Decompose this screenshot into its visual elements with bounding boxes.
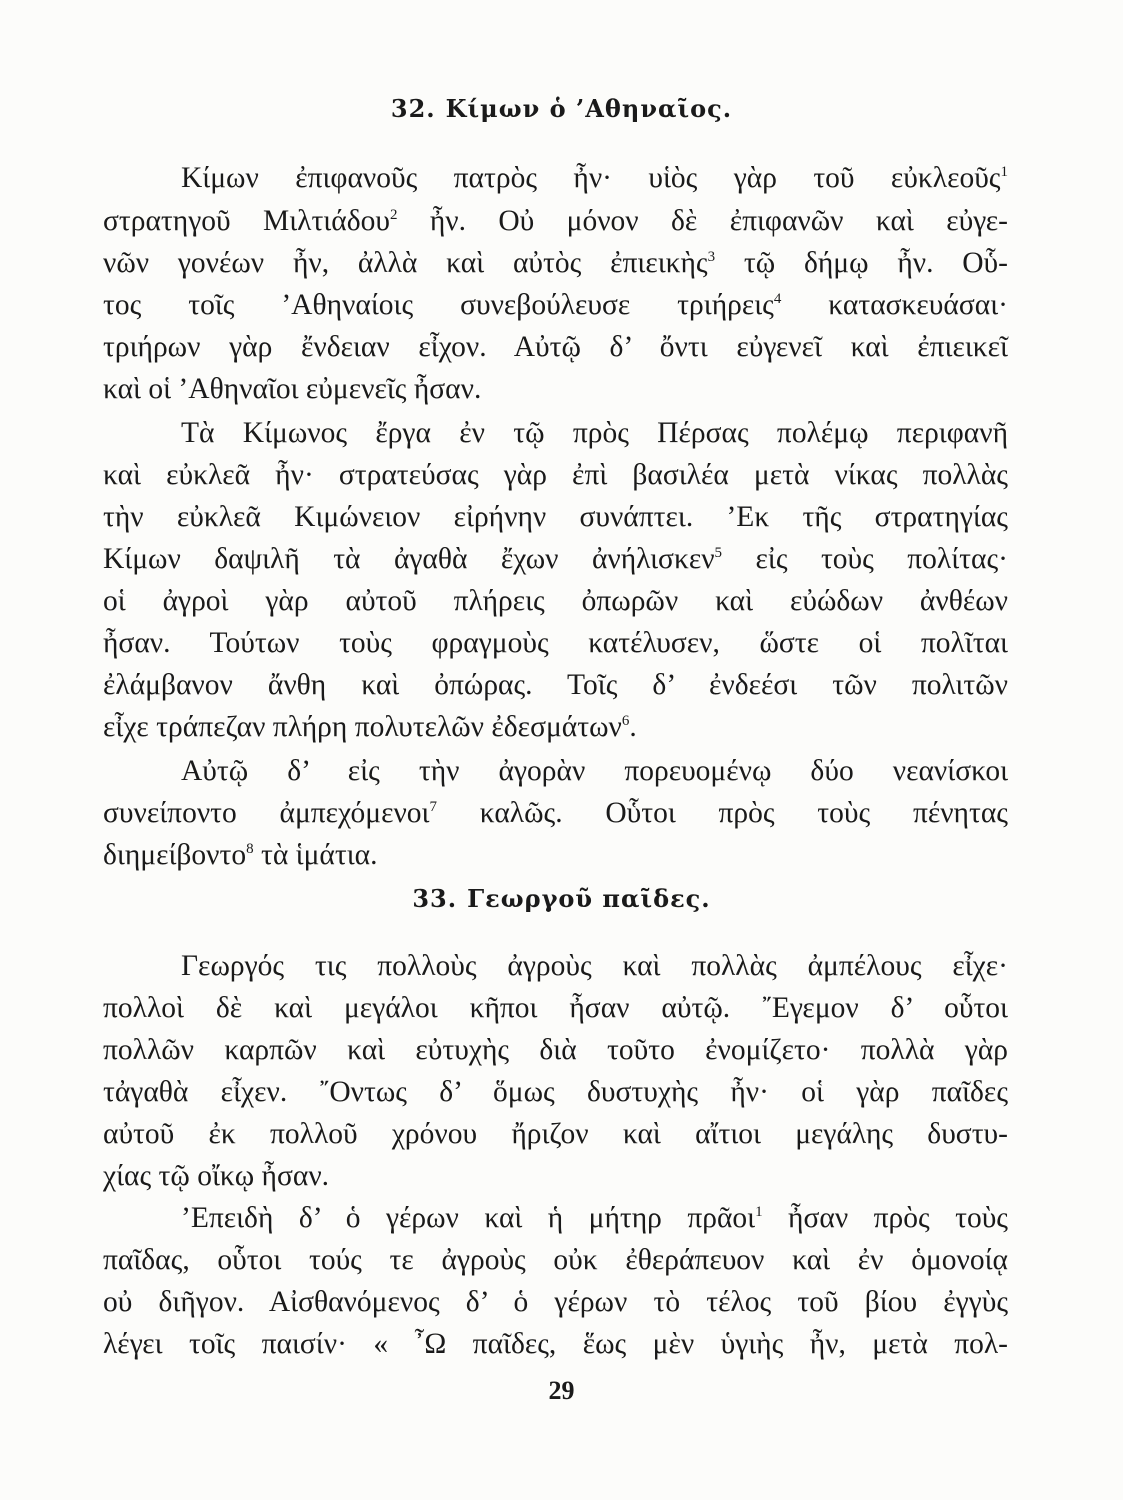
text-line: διημείβοντο$^8$ τὰ ἱμάτια. <box>103 839 378 871</box>
text-line: οὐ διῆγον. Αἰσθανόμενος δ’ ὁ γέρων τὸ τέλος τοῦ βίου ἐγγὺς <box>103 1286 1008 1318</box>
page-number: 29 <box>548 1376 575 1405</box>
footnote-marker: 8 <box>246 841 254 858</box>
text-line: ’Επειδὴ δ’ ὁ γέρων καὶ ἡ μήτηρ πρᾶοι$^1$ ἦσαν πρὸς τοὺς <box>181 1202 1008 1234</box>
footnote-marker: 1 <box>1000 164 1008 181</box>
text-line: τὴν εὐκλεᾶ Κιμώνειον εἰρήνην συνάπτει. ’Εκ τῆς στρατηγίας <box>103 501 1008 533</box>
text-line: Τὰ Κίμωνος ἔργα ἐν τῷ πρὸς Πέρσας πολέμῳ περιφανῆ <box>181 417 1008 449</box>
text-line: Γεωργός τις πολλοὺς ἀγροὺς καὶ πολλὰς ἀμπέλους εἶχε· <box>181 950 1008 982</box>
footnote-marker: 1 <box>755 1204 763 1221</box>
footnote-marker: 5 <box>714 545 723 562</box>
section-heading: Γεωργοῦ παῖδες. <box>467 884 711 913</box>
text-line: ἐλάμβανον ἄνθη καὶ ὀπώρας. Τοῖς δ’ ἐνδεέσι τῶν πολιτῶν <box>103 669 1008 701</box>
footnote-marker: 2 <box>389 207 398 224</box>
section-title <box>0 884 1123 913</box>
footnote-marker: 7 <box>429 799 437 816</box>
section-number: 32. <box>390 94 436 123</box>
text-line: ἦσαν. Τούτων τοὺς φραγμοὺς κατέλυσεν, ὥστε οἱ πολῖται <box>103 627 1008 659</box>
text-line: πολλοὶ δὲ καὶ μεγάλοι κῆποι ἦσαν αὐτῷ. ῎Εγεμον δ’ οὗτοι <box>103 992 1008 1024</box>
footnote-marker: 4 <box>773 291 782 308</box>
text-line: τος τοῖς ’Αθηναίοις συνεβούλευσε τριήρεις$^4$ κατασκευάσαι· <box>103 289 1008 321</box>
text-line: Αὐτῷ δ’ εἰς τὴν ἀγορὰν πορευομένῳ δύο νεανίσκοι <box>181 755 1008 787</box>
text-line: στρατηγοῦ Μιλτιάδου$^2$ ἦν. Οὐ μόνον δὲ ἐπιφανῶν καὶ εὐγε- <box>103 205 1008 237</box>
footnote-marker: 3 <box>707 249 716 266</box>
text-line: πολλῶν καρπῶν καὶ εὐτυχὴς διὰ τοῦτο ἐνομίζετο· πολλὰ γὰρ <box>103 1034 1008 1066</box>
text-line: χίας τῷ οἴκῳ ἦσαν. <box>103 1160 330 1192</box>
text-line: Κίμων ἐπιφανοῦς πατρὸς ἦν· υἱὸς γὰρ τοῦ εὐκλεοῦς$^1$ <box>181 162 1008 194</box>
text-line: νῶν γονέων ἦν, ἀλλὰ καὶ αὐτὸς ἐπιεικὴς$^3$ τῷ δήμῳ ἦν. Οὗ- <box>103 247 1008 279</box>
text-line: καὶ εὐκλεᾶ ἦν· στρατεύσας γὰρ ἐπὶ βασιλέα μετὰ νίκας πολλὰς <box>103 459 1008 491</box>
section-heading: Κίμων ὁ ’Αθηναῖος. <box>445 94 733 123</box>
footnote-marker: 6 <box>621 713 630 730</box>
text-line: καὶ οἱ ’Αθηναῖοι εὐμενεῖς ἦσαν. <box>103 373 482 405</box>
text-line: λέγει τοῖς παισίν· « ῏Ω παῖδες, ἕως μὲν ὑγιὴς ἦν, μετὰ πολ- <box>103 1328 1008 1360</box>
text-line: οἱ ἀγροὶ γὰρ αὐτοῦ πλήρεις ὀπωρῶν καὶ εὐώδων ἀνθέων <box>103 585 1008 617</box>
text-line: παῖδας, οὗτοι τούς τε ἀγροὺς οὐκ ἐθεράπευον καὶ ἐν ὁμονοίᾳ <box>103 1244 1008 1276</box>
text-line: εἶχε τράπεζαν πλήρη πολυτελῶν ἐδεσμάτων$^6$. <box>103 711 637 743</box>
section-title <box>0 94 1123 123</box>
text-line: τριήρων γὰρ ἔνδειαν εἶχον. Αὐτῷ δ’ ὄντι εὐγενεῖ καὶ ἐπιεικεῖ <box>103 331 1008 363</box>
text-line: αὐτοῦ ἐκ πολλοῦ χρόνου ἤριζον καὶ αἴτιοι μεγάλης δυστυ- <box>103 1118 1008 1150</box>
text-line: συνείποντο ἀμπεχόμενοι$^7$ καλῶς. Οὗτοι πρὸς τοὺς πένητας <box>103 797 1008 829</box>
text-line: τἀγαθὰ εἶχεν. ῎Οντως δ’ ὅμως δυστυχὴς ἦν· οἱ γὰρ παῖδες <box>103 1076 1008 1108</box>
section-number: 33. <box>412 884 458 913</box>
text-line: Κίμων δαψιλῆ τὰ ἀγαθὰ ἔχων ἀνήλισκεν$^5$ εἰς τοὺς πολίτας· <box>103 543 1008 575</box>
